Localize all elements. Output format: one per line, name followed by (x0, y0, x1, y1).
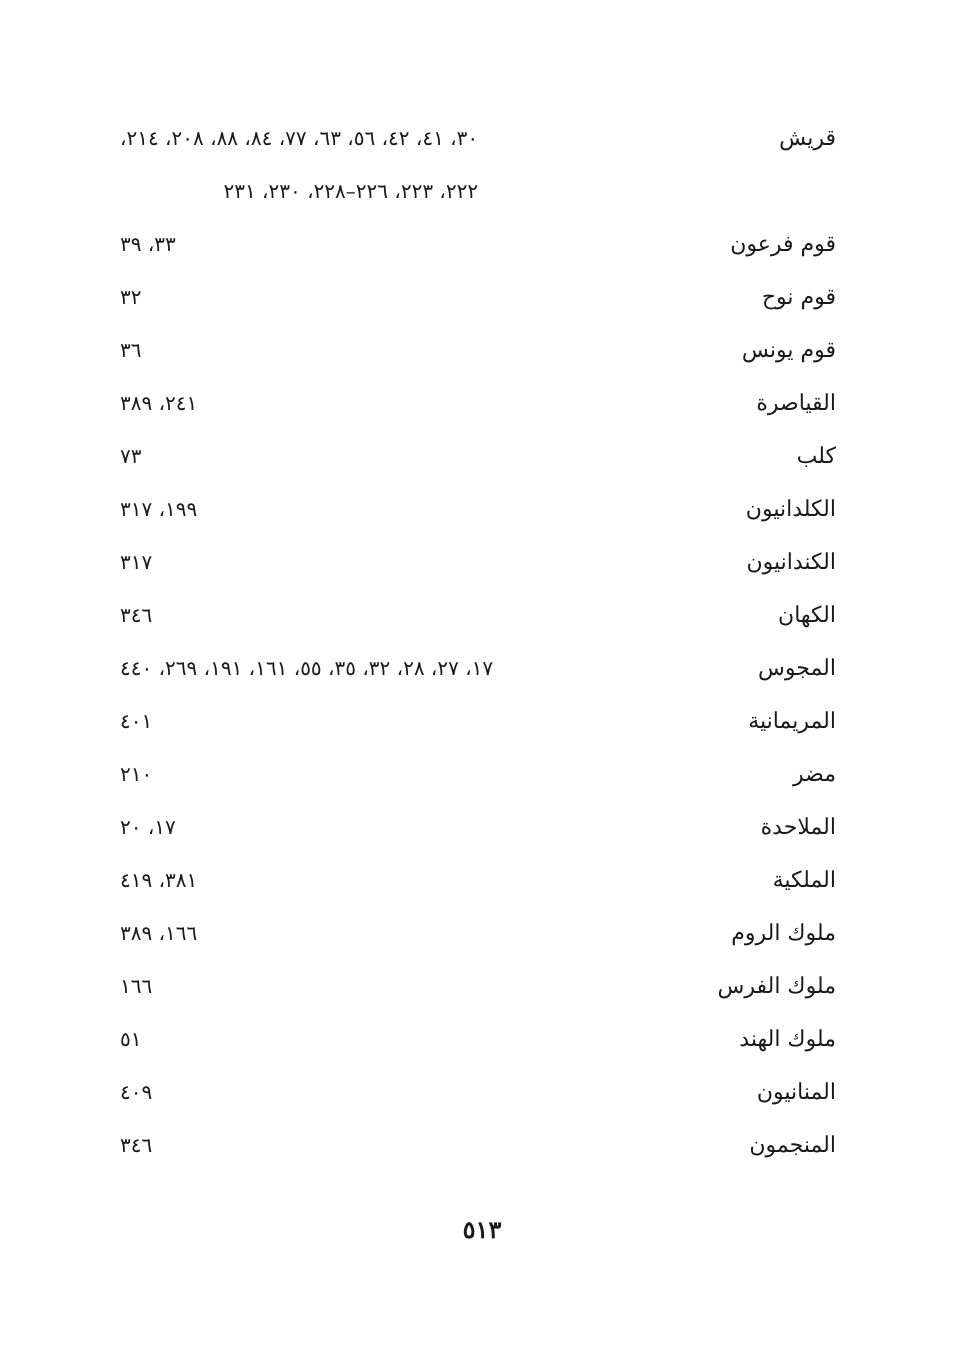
index-page-references (120, 1119, 152, 1172)
index-entry (120, 960, 836, 1013)
index-term: الكندانيون (746, 550, 836, 575)
page-reference-line: ٤٠١ (120, 709, 153, 733)
index-entry (120, 1119, 836, 1172)
index-page-references (120, 907, 197, 960)
index-page-references (120, 271, 141, 324)
index-entry (120, 1013, 836, 1066)
index-entry (120, 642, 836, 695)
index-page-references (120, 854, 197, 907)
index-term: كلب (796, 444, 836, 469)
index-page-references (120, 960, 152, 1013)
index-entry (120, 801, 836, 854)
index-term: ملوك الهند (739, 1027, 836, 1052)
page-number: ٥١٣ (462, 1215, 502, 1244)
index-page-references (120, 112, 478, 218)
index-entry (120, 854, 836, 907)
page-reference-line: ٣٠، ٤١، ٤٢، ٥٦، ٦٣، ٧٧، ٨٤، ٨٨، ٢٠٨، ٢١٤، (120, 126, 479, 150)
index-list (120, 112, 836, 1172)
index-entry (120, 1066, 836, 1119)
index-term: القياصرة (756, 391, 836, 416)
index-page-references (120, 1013, 141, 1066)
index-term: ملوك الروم (731, 921, 836, 946)
index-page-references (120, 1066, 152, 1119)
index-entry (120, 536, 836, 589)
index-entry (120, 377, 836, 430)
index-entry (120, 324, 836, 377)
index-term: مضر (792, 762, 836, 787)
page-reference-line: ٥١ (120, 1027, 142, 1051)
page-reference-line: ٣٤٦ (120, 603, 153, 627)
page-reference-line: ١٩٩، ٣١٧ (120, 497, 198, 521)
page-reference-line: ٣١٧ (120, 550, 153, 574)
index-term: المريمانية (748, 709, 836, 734)
index-term: قريش (779, 126, 836, 151)
page-reference-line: ١٧، ٢٠ (120, 815, 176, 839)
index-page-references (120, 801, 176, 854)
page-reference-line: ٢١٠ (120, 762, 153, 786)
page-reference-line: ٣٦ (120, 338, 142, 362)
page-reference-line: ٢٢٢، ٢٢٣، ٢٢٦–٢٢٨، ٢٣٠، ٢٣١ (223, 179, 479, 203)
index-page-references (120, 430, 141, 483)
index-term: قوم يونس (741, 338, 836, 363)
index-entry (120, 112, 836, 218)
index-entry (120, 218, 836, 271)
page-reference-line: ١٦٦، ٣٨٩ (120, 921, 198, 945)
index-page-references (120, 483, 197, 536)
page-reference-line: ١٧، ٢٧، ٢٨، ٣٢، ٣٥، ٥٥، ١٦١، ١٩١، ٢٦٩، ٤٤٠ (120, 656, 494, 680)
index-term: المجوس (758, 656, 836, 681)
index-page-references (120, 218, 176, 271)
index-term: المنانيون (756, 1080, 836, 1105)
page-reference-line: ٣٤٦ (120, 1133, 153, 1157)
index-term: قوم نوح (761, 285, 836, 310)
index-term: الملاحدة (760, 815, 836, 840)
page-reference-line: ٣٣، ٣٩ (120, 232, 176, 256)
index-term: الملكية (772, 868, 836, 893)
page-reference-line: ٤٠٩ (120, 1080, 153, 1104)
index-entry (120, 483, 836, 536)
index-term: المنجمون (749, 1133, 836, 1158)
index-page-references (120, 377, 197, 430)
index-page-references (120, 695, 152, 748)
index-entry (120, 907, 836, 960)
index-term: ملوك الفرس (717, 974, 836, 999)
index-term: قوم فرعون (730, 232, 836, 257)
index-page-references (120, 589, 152, 642)
index-term: الكهان (778, 603, 836, 628)
index-entry (120, 748, 836, 801)
index-entry (120, 271, 836, 324)
index-entry (120, 589, 836, 642)
index-page-references (120, 324, 141, 377)
index-entry (120, 430, 836, 483)
page-reference-line: ٣٢ (120, 285, 142, 309)
page-reference-line: ٢٤١، ٣٨٩ (120, 391, 198, 415)
index-term: الكلدانيون (745, 497, 836, 522)
index-page-references (120, 536, 152, 589)
page-reference-line: ١٦٦ (120, 974, 153, 998)
page-reference-line: ٣٨١، ٤١٩ (120, 868, 198, 892)
index-page-references (120, 642, 493, 695)
index-entry (120, 695, 836, 748)
page-reference-line: ٧٣ (120, 444, 142, 468)
index-page-references (120, 748, 152, 801)
